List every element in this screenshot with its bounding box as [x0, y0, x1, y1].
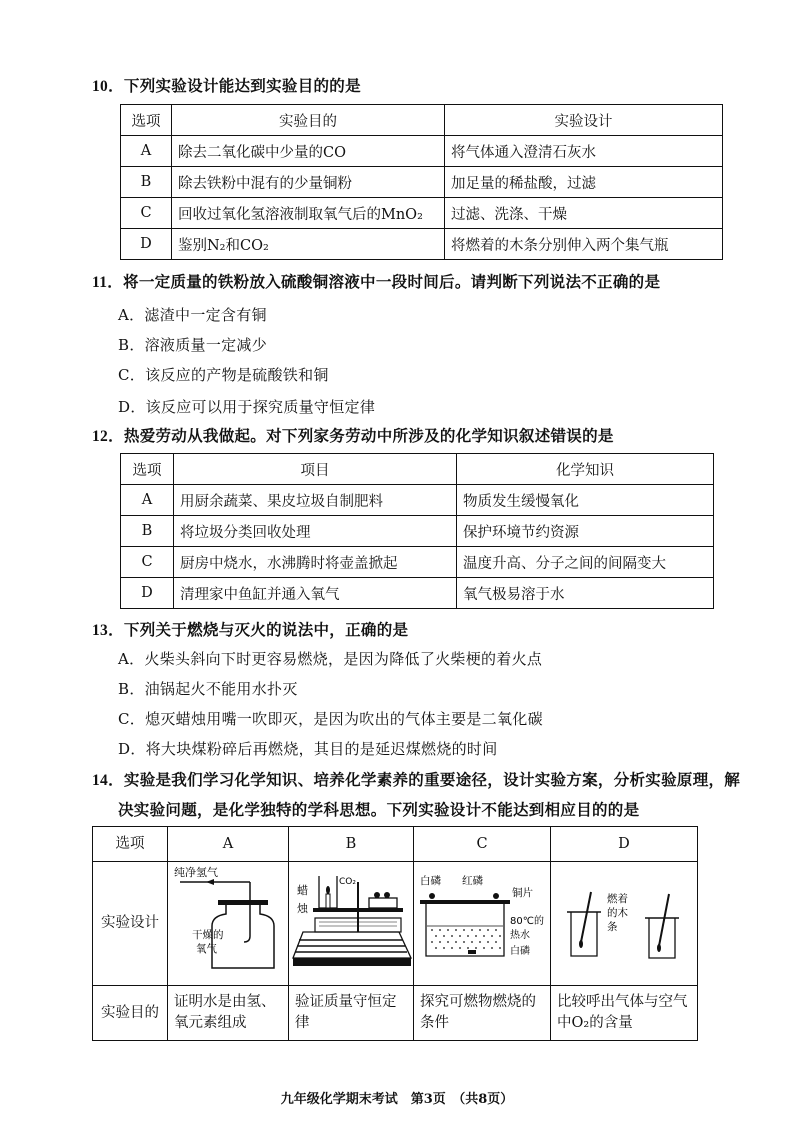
- fig-label: 80℃的: [510, 916, 544, 927]
- question-text: 热爱劳动从我做起。对下列家务劳动中所涉及的化学知识叙述错误的是: [123, 426, 614, 445]
- table-row: [93, 862, 698, 986]
- cell: 将气体通入澄清石灰水: [445, 136, 723, 167]
- table-header-row: [93, 827, 698, 862]
- burning-stick-bottles-diagram: [551, 862, 683, 978]
- table-row: [121, 547, 714, 578]
- page-footer: 九年级化学期末考试 第3页 （共8页）: [280, 1092, 514, 1107]
- table-row: [121, 198, 723, 229]
- cell: 物质发生缓慢氧化: [457, 485, 714, 516]
- figure-b-cell: [289, 862, 414, 986]
- cell: 除去铁粉中混有的少量铜粉: [172, 167, 445, 198]
- option-d: D．该反应可以用于探究质量守恒定律: [118, 398, 376, 416]
- header-cell: 选项: [121, 454, 174, 485]
- cell: 证明水是由氢、氧元素组成: [168, 986, 289, 1041]
- option-d: D．将大块煤粉碎后再燃烧，其目的是延迟煤燃烧的时间: [118, 740, 498, 758]
- cell: 验证质量守恒定律: [289, 986, 414, 1041]
- table-row: [121, 167, 723, 198]
- fig-label: 蜡: [297, 884, 308, 897]
- question-text-line2: 决实验问题，是化学独特的学科思想。下列实验设计不能达到相应目的的是: [118, 800, 640, 819]
- cell: 保护环境节约资源: [457, 516, 714, 547]
- row-label: 实验设计: [93, 862, 168, 986]
- cell: A: [121, 485, 174, 516]
- table-row: [121, 485, 714, 516]
- cell: B: [121, 167, 172, 198]
- figure-d-cell: [551, 862, 698, 986]
- option-b: B．溶液质量一定减少: [118, 336, 268, 354]
- fig-label: 红磷: [462, 875, 483, 887]
- table-header-row: [121, 105, 723, 136]
- header-cell: 选项: [93, 827, 168, 862]
- row-label: 实验目的: [93, 986, 168, 1041]
- question-text: 下列关于燃烧与灭火的说法中，正确的是: [123, 620, 409, 639]
- fig-label: 干燥的: [192, 929, 224, 941]
- header-cell: D: [551, 827, 698, 862]
- table-row: [121, 229, 723, 260]
- figure-c-cell: [414, 862, 551, 986]
- cell: 探究可燃物燃烧的条件: [414, 986, 551, 1041]
- question-11-stem: [92, 270, 660, 292]
- cell: 除去二氧化碳中少量的CO: [172, 136, 445, 167]
- table-header-row: [121, 454, 714, 485]
- question-number: 12．: [92, 428, 124, 445]
- header-cell: A: [168, 827, 289, 862]
- fig-label: 白磷: [420, 875, 441, 887]
- question-number: 11．: [92, 274, 124, 291]
- cell: D: [121, 229, 172, 260]
- header-cell: C: [414, 827, 551, 862]
- cell: C: [121, 198, 172, 229]
- header-cell: B: [289, 827, 414, 862]
- question-text: 下列实验设计能达到实验目的的是: [123, 76, 361, 95]
- table-row: [121, 578, 714, 609]
- balance-candle-diagram: [289, 862, 413, 978]
- cell: 加足量的稀盐酸，过滤: [445, 167, 723, 198]
- figure-a-cell: [168, 862, 289, 986]
- cell: 过滤、洗涤、干燥: [445, 198, 723, 229]
- q12-table: [120, 453, 714, 609]
- cell: 清理家中鱼缸并通入氧气: [174, 578, 457, 609]
- fig-label: 热水: [510, 930, 530, 941]
- cell: A: [121, 136, 172, 167]
- cell: 氧气极易溶于水: [457, 578, 714, 609]
- header-cell: 实验设计: [445, 105, 723, 136]
- cell: 用厨余蔬菜、果皮垃圾自制肥料: [174, 485, 457, 516]
- option-b: B．油锅起火不能用水扑灭: [118, 680, 298, 698]
- cell: 回收过氧化氢溶液制取氧气后的MnO₂: [172, 198, 445, 229]
- question-14-stem: [92, 768, 740, 790]
- table-row: [93, 986, 698, 1041]
- q14-table: [92, 826, 698, 1041]
- question-number: 10．: [92, 78, 124, 95]
- table-row: [121, 136, 723, 167]
- option-a: A．滤渣中一定含有铜: [118, 306, 267, 324]
- question-number: 14．: [92, 772, 124, 789]
- phosphorus-combustion-diagram: [414, 862, 550, 978]
- cell: B: [121, 516, 174, 547]
- fig-label: 条: [607, 921, 618, 933]
- fig-label: 烛: [297, 902, 308, 915]
- option-c: C．熄灭蜡烛用嘴一吹即灭，是因为吹出的气体主要是二氧化碳: [118, 710, 543, 728]
- cell: 比较呼出气体与空气中O₂的含量: [551, 986, 698, 1041]
- option-c: C．该反应的产物是硫酸铁和铜: [118, 366, 329, 384]
- cell: 将燃着的木条分别伸入两个集气瓶: [445, 229, 723, 260]
- header-cell: 选项: [121, 105, 172, 136]
- fig-label: 氧气: [196, 943, 217, 955]
- cell: 温度升高、分子之间的间隔变大: [457, 547, 714, 578]
- option-a: A．火柴头斜向下时更容易燃烧，是因为降低了火柴梗的着火点: [118, 650, 543, 668]
- question-13-stem: [92, 618, 408, 640]
- header-cell: 项目: [174, 454, 457, 485]
- q10-table: [120, 104, 723, 260]
- cell: 厨房中烧水，水沸腾时将壶盖掀起: [174, 547, 457, 578]
- hydrogen-burning-bottle-diagram: [168, 862, 288, 978]
- fig-label: CO₂: [339, 877, 356, 887]
- cell: C: [121, 547, 174, 578]
- question-10-stem: [92, 74, 361, 96]
- question-text: 将一定质量的铁粉放入硫酸铜溶液中一段时间后。请判断下列说法不正确的是: [123, 272, 661, 291]
- fig-label: 燃着: [607, 893, 628, 905]
- question-12-stem: [92, 424, 614, 446]
- question-text: 实验是我们学习化学知识、培养化学素养的重要途径，设计实验方案，分析实验原理，解: [123, 770, 741, 789]
- fig-label: 纯净氢气: [174, 866, 218, 879]
- header-cell: 实验目的: [172, 105, 445, 136]
- cell: D: [121, 578, 174, 609]
- cell: 鉴别N₂和CO₂: [172, 229, 445, 260]
- question-number: 13．: [92, 622, 124, 639]
- table-row: [121, 516, 714, 547]
- cell: 将垃圾分类回收处理: [174, 516, 457, 547]
- fig-label: 白磷: [510, 946, 530, 957]
- fig-label: 的木: [607, 907, 628, 919]
- header-cell: 化学知识: [457, 454, 714, 485]
- fig-label: 铜片: [512, 887, 533, 899]
